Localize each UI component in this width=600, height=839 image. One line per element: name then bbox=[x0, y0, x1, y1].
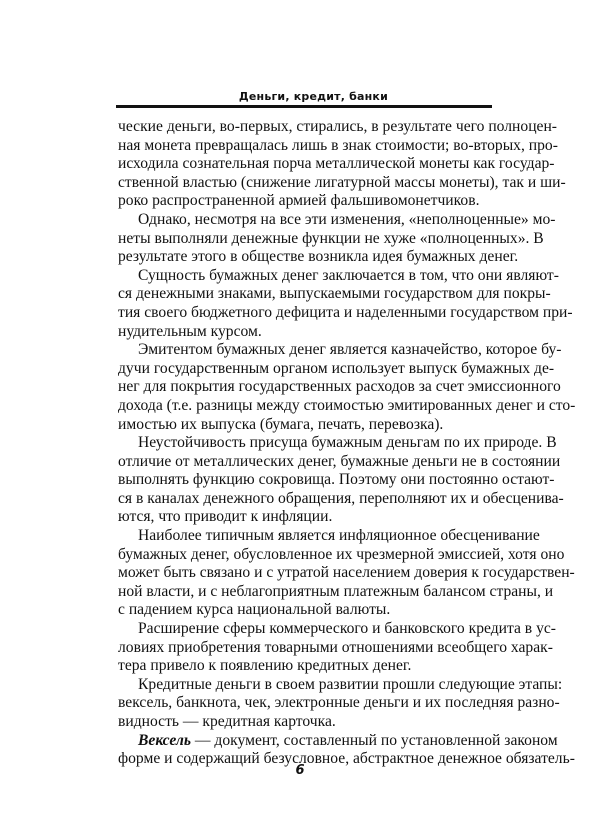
text-line: Однако, несмотря на все эти изменения, «неполноценные» мо- bbox=[138, 210, 556, 228]
header-rule bbox=[116, 105, 492, 108]
text-line: имостью их выпуска (бумага, печать, перевозка). bbox=[118, 415, 444, 433]
text-line: ловиях приобретения товарными отношениями всеобщего харак- bbox=[118, 638, 553, 656]
text-line: роко распространенной армией фальшивомонетчиков. bbox=[118, 192, 480, 210]
text-line: Эмитентом бумажных денег является казначейство, которое бу- bbox=[138, 341, 562, 359]
text-line: ная монета превращалась лишь в знак стоимости; во-вторых, про- bbox=[118, 136, 558, 154]
text-line bbox=[118, 731, 558, 751]
running-header-text: Деньги, кредит, банки bbox=[238, 90, 388, 103]
paragraph bbox=[118, 118, 566, 211]
text-line: форме и содержащий безусловное, абстрактное денежное обязатель- bbox=[118, 750, 575, 768]
paragraph bbox=[118, 675, 563, 732]
text-line: может быть связано и с утратой населением доверия к государствен- bbox=[118, 564, 575, 582]
text-line: Расширение сферы коммерческого и банковского кредита в ус- bbox=[138, 620, 556, 638]
paragraph bbox=[118, 341, 576, 434]
text-line: с падением курса национальной валюты. bbox=[118, 601, 391, 619]
text-line: исходила сознательная порча металлической монеты как государ- bbox=[118, 155, 555, 173]
text-line: тера привело к появлению кредитных денег. bbox=[118, 657, 412, 675]
text-line: неты выполняли денежные функции не хуже «полноценных». В bbox=[118, 229, 544, 247]
text-line: выполнять функцию сокровища. Поэтому они постоянно остают- bbox=[118, 471, 555, 489]
text-line: ются, что приводит к инфляции. bbox=[118, 508, 333, 526]
text-line: отличие от металлических денег, бумажные деньги не в состоянии bbox=[118, 452, 561, 470]
paragraph bbox=[118, 266, 573, 341]
text-line: дучи государственным органом использует выпуск бумажных де- bbox=[118, 359, 555, 377]
text-line: тия своего бюджетного дефицита и наделенными государством при- bbox=[118, 303, 573, 321]
text-line: Наиболее типичным является инфляционное обесценивание bbox=[138, 527, 540, 545]
text-line: видность — кредитная карточка. bbox=[118, 713, 336, 730]
text-line: Сущность бумажных денег заключается в том, что они являют- bbox=[138, 266, 559, 284]
term-veksel: Вексель bbox=[138, 731, 192, 749]
text-line: дохода (т.е. разницы между стоимостью эмитированных денег и сто- bbox=[118, 396, 576, 414]
paragraph bbox=[118, 434, 564, 527]
text-line: ческие деньги, во-первых, стирались, в результате чего полноцен- bbox=[118, 118, 557, 135]
text-line: ственной властью (снижение лигатурной массы монеты), так и ши- bbox=[118, 173, 566, 191]
text-line: ся денежными знаками, выпускаемыми государством для покры- bbox=[118, 285, 551, 303]
paragraph bbox=[118, 527, 575, 620]
definition-text: — документ, составленный по установленной законом bbox=[191, 731, 558, 749]
text-line: Кредитные деньги в своем развитии прошли следующие этапы: bbox=[138, 675, 563, 693]
page-body bbox=[118, 118, 576, 769]
text-line: бумажных денег, обусловленное их чрезмерной эмиссией, хотя оно bbox=[118, 545, 565, 563]
text-line: ной власти, и с неблагоприятным платежным балансом страны, и bbox=[118, 582, 554, 600]
text-line: ся в каналах денежного обращения, переполняют их и обесценива- bbox=[118, 489, 564, 507]
paragraph bbox=[118, 620, 556, 676]
text-line: вексель, банкнота, чек, электронные деньги и их последняя разно- bbox=[118, 694, 560, 712]
text-line: результате этого в обществе возникла идея бумажных денег. bbox=[118, 248, 519, 266]
text-line: нег для покрытия государственных расходов за счет эмиссионного bbox=[118, 378, 561, 396]
text-line: нудительным курсом. bbox=[118, 322, 262, 340]
running-header bbox=[118, 87, 492, 105]
text-line: Неустойчивость присуща бумажным деньгам по их природе. В bbox=[138, 434, 557, 452]
paragraph bbox=[118, 210, 556, 267]
page-number: 6 bbox=[295, 763, 305, 778]
